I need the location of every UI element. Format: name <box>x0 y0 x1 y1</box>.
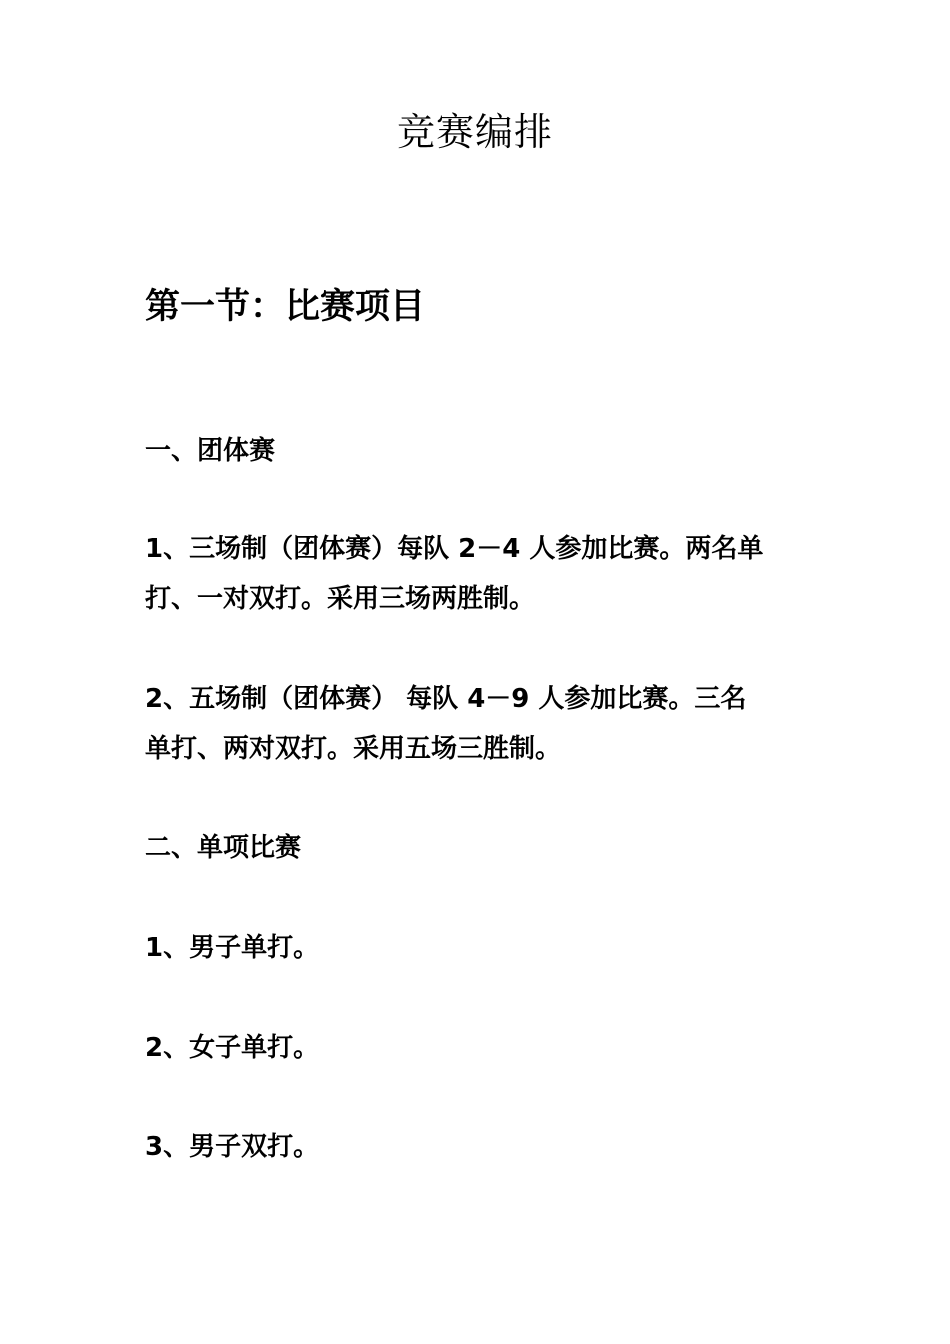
paragraph-line: 打、一对双打。采用三场两胜制。 <box>145 584 536 614</box>
list-item: 1、男子单打。 <box>145 933 320 963</box>
list-item: 2、女子单打。 <box>145 1033 320 1063</box>
list-item: 3、男子双打。 <box>145 1132 320 1162</box>
team-event-paragraph-2 <box>145 674 746 774</box>
document-title: 竞赛编排 <box>396 110 553 154</box>
paragraph-line: 单打、两对双打。采用五场三胜制。 <box>145 734 562 764</box>
individual-event-heading: 二、单项比赛 <box>145 833 302 863</box>
paragraph-line: 1、三场制（团体赛）每队 2－4 人参加比赛。两名单 <box>145 534 764 564</box>
team-event-heading: 一、团体赛 <box>145 436 276 466</box>
team-event-paragraph-1 <box>145 524 763 624</box>
section-heading: 第一节：比赛项目 <box>145 287 426 327</box>
paragraph-line: 2、五场制（团体赛） 每队 4－9 人参加比赛。三名 <box>145 684 747 714</box>
